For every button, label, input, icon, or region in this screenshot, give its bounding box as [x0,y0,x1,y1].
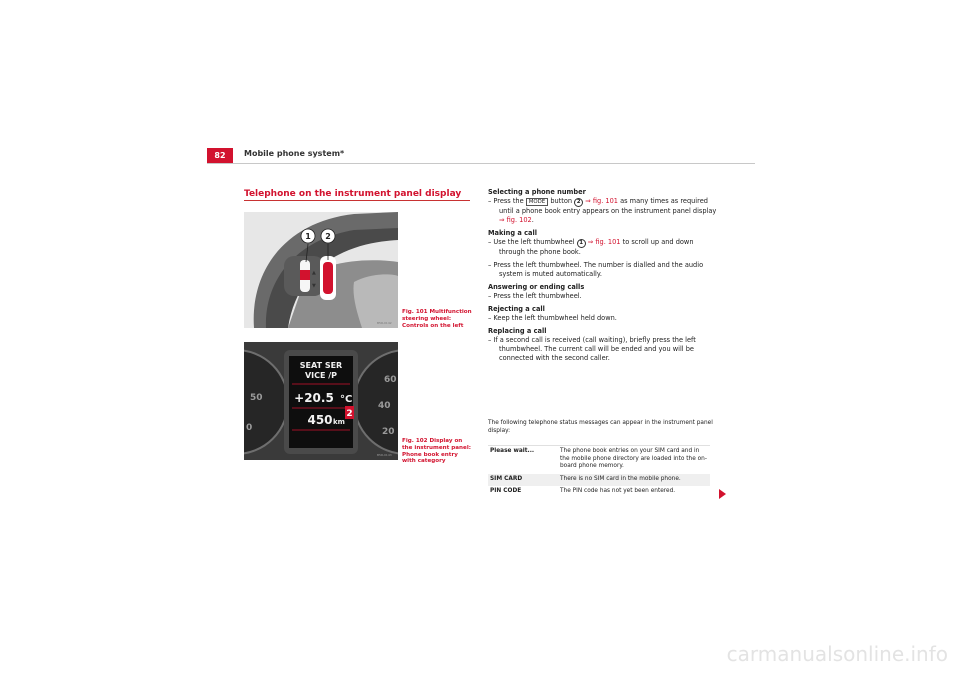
page-number: 82 [207,148,233,163]
continue-arrow-icon [719,489,726,499]
ref-fig-102[interactable]: ⇒ fig. 102 [499,216,532,224]
heading-replacing: Replacing a call [488,327,547,335]
status-key: Please wait... [488,446,558,474]
instrument-panel-illustration [244,342,398,460]
step-rejecting: – Keep the left thumbwheel held down. [488,314,617,322]
callout-1: 1 [305,232,311,241]
callout-2: 2 [325,232,331,241]
ref-fig-101[interactable]: ⇒ fig. 101 [585,238,621,246]
display-line-2: VICE /P [304,371,338,380]
header-rule [207,163,755,164]
step-replacing: – If a second call is received (call waiting), briefly press the left thumbwheel. The current call will be ended and you will be connected with the second caller. [488,336,696,362]
status-value: The PIN code has not yet been entered. [558,486,710,499]
section-title: Telephone on the instrument panel display [244,189,462,199]
section-rule [244,200,470,201]
figure-steering-wheel [244,212,398,328]
table-row [488,474,710,487]
heading-selecting: Selecting a phone number [488,188,586,196]
status-table [488,445,710,499]
figure-code: B5R-0142 [377,321,392,325]
figure-caption-102: Fig. 102 Display on the instrument panel: Phone book entry with category [402,438,471,465]
gauge-left-50: 50 [250,393,263,403]
display-distance: 450 [307,413,333,427]
heading-answering: Answering or ending calls [488,283,585,291]
heading-making: Making a call [488,229,537,237]
display-distance-unit: km [333,418,345,426]
mode-button-label: MODE [526,198,548,206]
table-row [488,446,710,474]
display-line-1: SEAT SER [299,361,343,370]
gauge-right-60: 60 [384,375,397,385]
heading-rejecting: Rejecting a call [488,305,545,313]
gauge-right-40: 40 [378,401,391,411]
status-value: There is no SIM card in the mobile phone. [558,474,710,487]
watermark: carmanualsonline.info [726,642,948,666]
figure-code: B5R-0143 [377,453,392,457]
body-text [488,188,720,363]
figure-instrument-panel [244,342,398,460]
gauge-left-0: 0 [246,423,253,433]
display-temperature: +20.5 [294,391,334,405]
running-title: Mobile phone system* [244,149,345,158]
display-temperature-unit: °C [340,394,353,405]
svg-text:▲: ▲ [312,270,316,276]
table-row [488,486,710,499]
gauge-right-20: 20 [382,427,395,437]
steering-wheel-illustration [244,212,398,328]
status-key: SIM CARD [488,474,558,487]
step-answering: – Press the left thumbwheel. [488,292,582,300]
step-selecting: – Press the MODE button 2 ⇒ fig. 101 as many times as required until a phone book entry appears on the instrument panel display ⇒ fig. 102. [488,197,717,224]
ref-fig-101[interactable]: ⇒ fig. 101 [583,197,619,205]
svg-text:▼: ▼ [312,283,316,289]
status-intro: The following telephone status messages can appear in the instrument panel display: [488,420,713,434]
status-value: The phone book entries on your SIM card and in the mobile phone directory are loaded into the on-board phone memory. [558,446,710,474]
step-making-2: – Press the left thumbwheel. The number is dialled and the audio system is muted automatically. [488,261,704,278]
status-key: PIN CODE [488,486,558,499]
callout-2-inline: 2 [574,198,583,207]
figure-caption-101: Fig. 101 Multifunction steering wheel: Controls on the left [402,309,472,329]
display-marker: 2 [346,409,353,419]
step-making-1: – Use the left thumbwheel 1 ⇒ fig. 101 to scroll up and down through the phone book. [488,238,694,256]
callout-1-inline: 1 [577,239,586,248]
